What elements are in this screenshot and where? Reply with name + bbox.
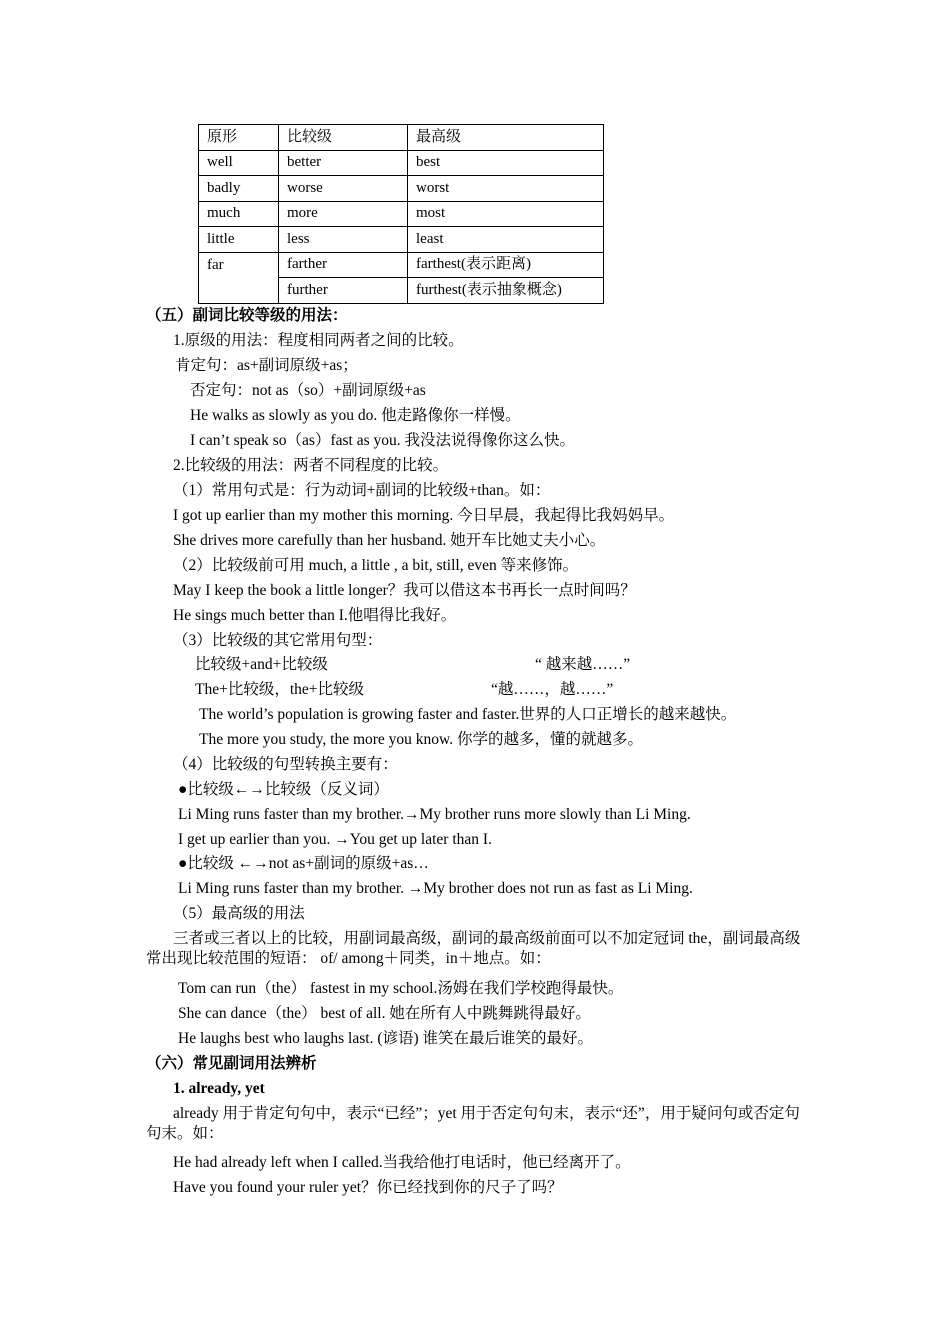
table-cell: little [199,227,279,253]
text-line: （2）比较级前可用 much, a little , a bit, still, even 等来修饰。 [173,557,579,574]
text-line: ●比较级 ←→not as+副词的原级+as… [178,855,429,872]
text-line: May I keep the book a little longer？我可以借这本书再长一点时间吗？ [173,582,636,599]
table-cell: far [199,252,279,303]
subsection-heading: 1. already, yet [173,1080,265,1097]
text-line: He sings much better than I.他唱得比我好。 [173,607,457,624]
text-line: Li Ming runs faster than my brother. →My brother does not run as fast as Li Ming. [178,880,693,897]
table-row [199,201,604,227]
table-cell: most [408,201,604,227]
table-row [199,150,604,176]
table-cell: badly [199,176,279,202]
text-line: 比较级+and+比较级 [195,656,328,673]
text-line: The world’s population is growing faster and faster.世界的人口正增长的越来越快。 [199,706,737,723]
text-line: She drives more carefully than her husband. 她开车比她丈夫小心。 [173,532,606,549]
text-line: “ 越来越……” [535,656,631,673]
table-cell: better [279,150,408,176]
table-header-cell: 原形 [199,125,279,151]
text-paragraph: already 用于肯定句句中，表示“已经”；yet 用于否定句句末，表示“还”，用于疑问句或否定句句末。如： [146,1105,800,1142]
text-line: （4）比较级的句型转换主要有： [173,756,398,773]
table-row [199,176,604,202]
text-line: The+比较级，the+比较级 [195,681,365,698]
text-line: Tom can run（the） fastest in my school.汤姆在我们学校跑得最快。 [178,980,624,997]
text-line: （1）常用句式是：行为动词+副词的比较级+than。如： [173,482,551,499]
text-line: She can dance（the） best of all. 她在所有人中跳舞跳得最好。 [178,1005,591,1022]
table-cell: worst [408,176,604,202]
table-cell: farther [279,252,408,278]
text-line: “越……，越……” [491,681,614,698]
table-row [199,227,604,253]
text-line: He had already left when I called.当我给他打电话时，他已经离开了。 [173,1154,631,1171]
table-cell: farthest(表示距离) [408,252,604,278]
table-header-cell: 最高级 [408,125,604,151]
table-header-cell: 比较级 [279,125,408,151]
table-cell: much [199,201,279,227]
text-line: He laughs best who laughs last. (谚语) 谁笑在最后谁笑的最好。 [178,1030,594,1047]
section-heading: （六）常见副词用法辨析 [146,1055,317,1072]
table-cell: well [199,150,279,176]
text-line: 2.比较级的用法：两者不同程度的比较。 [173,457,449,474]
text-line: I can’t speak so（as）fast as you. 我没法说得像你这么快。 [190,432,576,449]
table-cell: more [279,201,408,227]
table-cell: worse [279,176,408,202]
text-line: 否定句：not as（so）+副词原级+as [190,382,426,399]
text-line: 1.原级的用法：程度相同两者之间的比较。 [173,332,464,349]
text-line: I got up earlier than my mother this morning. 今日早晨，我起得比我妈妈早。 [173,507,675,524]
text-line: Have you found your ruler yet？你已经找到你的尺子了吗？ [173,1179,563,1196]
text-line: （3）比较级的其它常用句型： [173,632,383,649]
table-cell: furthest(表示抽象概念) [408,278,604,304]
table-row [199,252,604,278]
text-line: （5）最高级的用法 [173,905,305,922]
table-header-row [199,125,604,151]
adverb-forms-table [198,124,604,304]
table-cell: least [408,227,604,253]
text-paragraph: 三者或三者以上的比较，用副词最高级，副词的最高级前面可以不加定冠词 the，副词最高级常出现比较范围的短语： of/ among＋同类，in＋地点。如： [146,930,801,967]
text-line: Li Ming runs faster than my brother.→My brother runs more slowly than Li Ming. [178,806,691,823]
text-line: The more you study, the more you know. 你学的越多，懂的就越多。 [199,731,643,748]
table-cell: further [279,278,408,304]
text-line: ●比较级←→比较级（反义词） [178,781,389,798]
text-line: 肯定句：as+副词原级+as； [175,357,358,374]
text-line: He walks as slowly as you do. 他走路像你一样慢。 [190,407,521,424]
text-line: I get up earlier than you. →You get up later than I. [178,831,492,848]
table-cell: less [279,227,408,253]
section-heading: （五）副词比较等级的用法： [146,307,348,324]
table-cell: best [408,150,604,176]
